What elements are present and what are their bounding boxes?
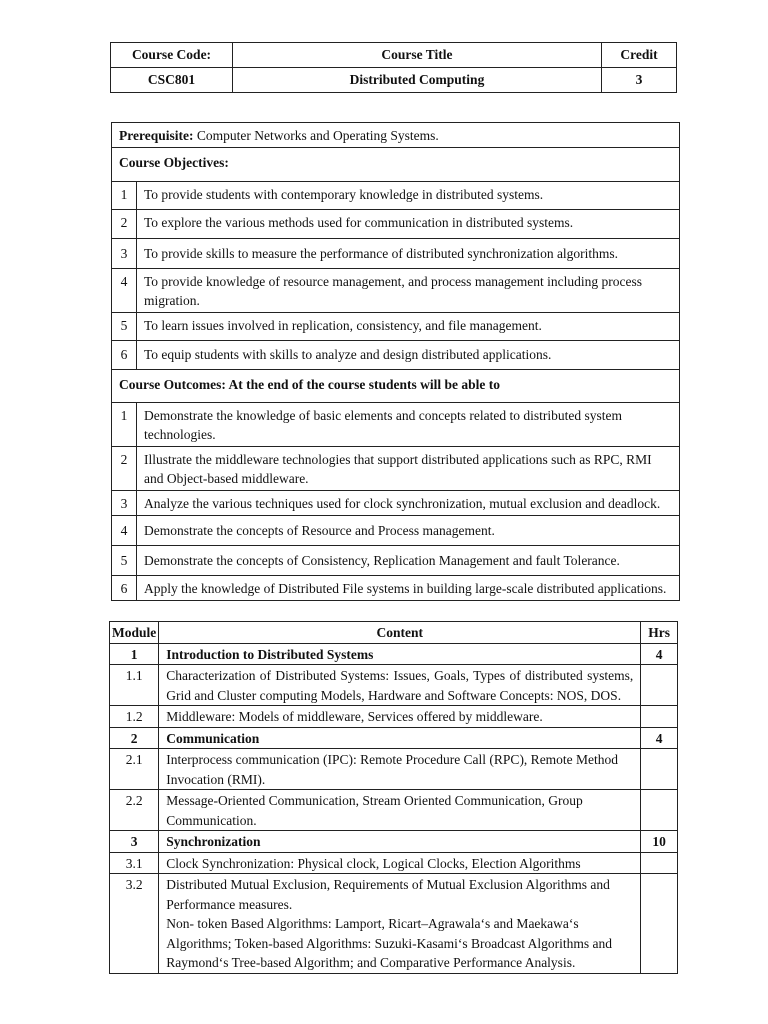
outcome-text: Illustrate the middleware technologies that support distributed applications such as RPC, RMI and Object-based middleware. — [137, 447, 680, 491]
outcome-text: Demonstrate the concepts of Consistency, Replication Management and fault Tolerance. — [137, 546, 680, 576]
module-hours: 4 — [641, 643, 678, 665]
module-number: 3 — [110, 831, 159, 853]
submodule-number: 3.1 — [110, 852, 159, 874]
course-title-label: Course Title — [233, 43, 602, 68]
outcome-row — [112, 447, 680, 491]
outcome-row — [112, 491, 680, 516]
outcome-number: 4 — [112, 516, 137, 546]
outcome-text: Analyze the various techniques used for clock synchronization, mutual exclusion and deadlock. — [137, 491, 680, 516]
module-hours: 4 — [641, 727, 678, 749]
objective-row — [112, 269, 680, 313]
submodule-text: Clock Synchronization: Physical clock, Logical Clocks, Election Algorithms — [159, 852, 641, 874]
module-table-header — [110, 622, 678, 644]
credit-value: 3 — [602, 68, 677, 93]
objective-text: To explore the various methods used for communication in distributed systems. — [137, 210, 680, 239]
module-row — [110, 727, 678, 749]
objective-text: To provide students with contemporary knowledge in distributed systems. — [137, 182, 680, 210]
objective-number: 2 — [112, 210, 137, 239]
objective-number: 3 — [112, 239, 137, 269]
submodule-paragraph: Distributed Mutual Exclusion, Requirements of Mutual Exclusion Algorithms and Performance measures. — [166, 877, 610, 912]
module-table — [109, 621, 678, 974]
prerequisite-text: Computer Networks and Operating Systems. — [193, 128, 439, 143]
submodule-text — [159, 874, 641, 974]
outcome-number: 5 — [112, 546, 137, 576]
submodule-row — [110, 852, 678, 874]
module-title: Synchronization — [159, 831, 641, 853]
submodule-number: 1.1 — [110, 665, 159, 706]
prerequisite-row — [112, 123, 680, 148]
objectives-heading: Course Objectives: — [112, 148, 680, 182]
module-number: 1 — [110, 643, 159, 665]
objective-text: To learn issues involved in replication, consistency, and file management. — [137, 313, 680, 341]
outcome-row — [112, 546, 680, 576]
outcome-text: Demonstrate the knowledge of basic elements and concepts related to distributed system technologies. — [137, 403, 680, 447]
submodule-text: Characterization of Distributed Systems: Issues, Goals, Types of distributed systems, Grid and Cluster computing Models, Hardware and Software Concepts: NOS, DOS. — [159, 665, 641, 706]
objective-row — [112, 182, 680, 210]
submodule-row — [110, 874, 678, 974]
module-hours: 10 — [641, 831, 678, 853]
prerequisite-label: Prerequisite: — [119, 128, 194, 143]
submodule-number: 3.2 — [110, 874, 159, 974]
submodule-text: Middleware: Models of middleware, Services offered by middleware. — [159, 706, 641, 728]
objectives-heading-row — [112, 148, 680, 182]
objectives-outcomes-table — [111, 122, 680, 601]
course-code-label: Course Code: — [111, 43, 233, 68]
submodule-text: Message-Oriented Communication, Stream Oriented Communication, Group Communication. — [159, 790, 641, 831]
objective-number: 6 — [112, 341, 137, 370]
objective-row — [112, 341, 680, 370]
outcome-number: 1 — [112, 403, 137, 447]
objective-number: 1 — [112, 182, 137, 210]
submodule-row — [110, 665, 678, 706]
course-header-table — [110, 42, 677, 93]
submodule-row — [110, 790, 678, 831]
submodule-number: 2.2 — [110, 790, 159, 831]
module-column-header: Module — [110, 622, 159, 644]
module-title: Introduction to Distributed Systems — [159, 643, 641, 665]
outcomes-heading: Course Outcomes: At the end of the course students will be able to — [112, 370, 680, 403]
objective-text: To provide skills to measure the performance of distributed synchronization algorithms. — [137, 239, 680, 269]
submodule-row — [110, 706, 678, 728]
objective-text: To provide knowledge of resource management, and process management including process migration. — [137, 269, 680, 313]
outcome-row — [112, 403, 680, 447]
submodule-number: 1.2 — [110, 706, 159, 728]
outcome-number: 6 — [112, 576, 137, 601]
submodule-text: Interprocess communication (IPC): Remote Procedure Call (RPC), Remote Method Invocation (RMI). — [159, 749, 641, 790]
objective-number: 5 — [112, 313, 137, 341]
content-column-header: Content — [159, 622, 641, 644]
course-code-value: CSC801 — [111, 68, 233, 93]
objective-row — [112, 313, 680, 341]
module-row — [110, 643, 678, 665]
submodule-number: 2.1 — [110, 749, 159, 790]
outcome-row — [112, 576, 680, 601]
objective-text: To equip students with skills to analyze and design distributed applications. — [137, 341, 680, 370]
module-row — [110, 831, 678, 853]
submodule-paragraph: Non- token Based Algorithms: Lamport, Ricart–Agrawala‘s and Maekawa‘s Algorithms; Token-based Algorithms: Suzuki-Kasami‘s Broadcast Algorithms and Raymond‘s Tree-based Algorithm; and Comparative Performance Analysis. — [166, 916, 613, 970]
module-number: 2 — [110, 727, 159, 749]
credit-label: Credit — [602, 43, 677, 68]
objective-row — [112, 239, 680, 269]
course-title-value: Distributed Computing — [233, 68, 602, 93]
outcomes-heading-row — [112, 370, 680, 403]
module-title: Communication — [159, 727, 641, 749]
objective-number: 4 — [112, 269, 137, 313]
outcome-text: Demonstrate the concepts of Resource and Process management. — [137, 516, 680, 546]
outcome-row — [112, 516, 680, 546]
hrs-column-header: Hrs — [641, 622, 678, 644]
submodule-row — [110, 749, 678, 790]
outcome-number: 3 — [112, 491, 137, 516]
outcome-text: Apply the knowledge of Distributed File systems in building large-scale distributed applications. — [137, 576, 680, 601]
outcome-number: 2 — [112, 447, 137, 491]
objective-row — [112, 210, 680, 239]
